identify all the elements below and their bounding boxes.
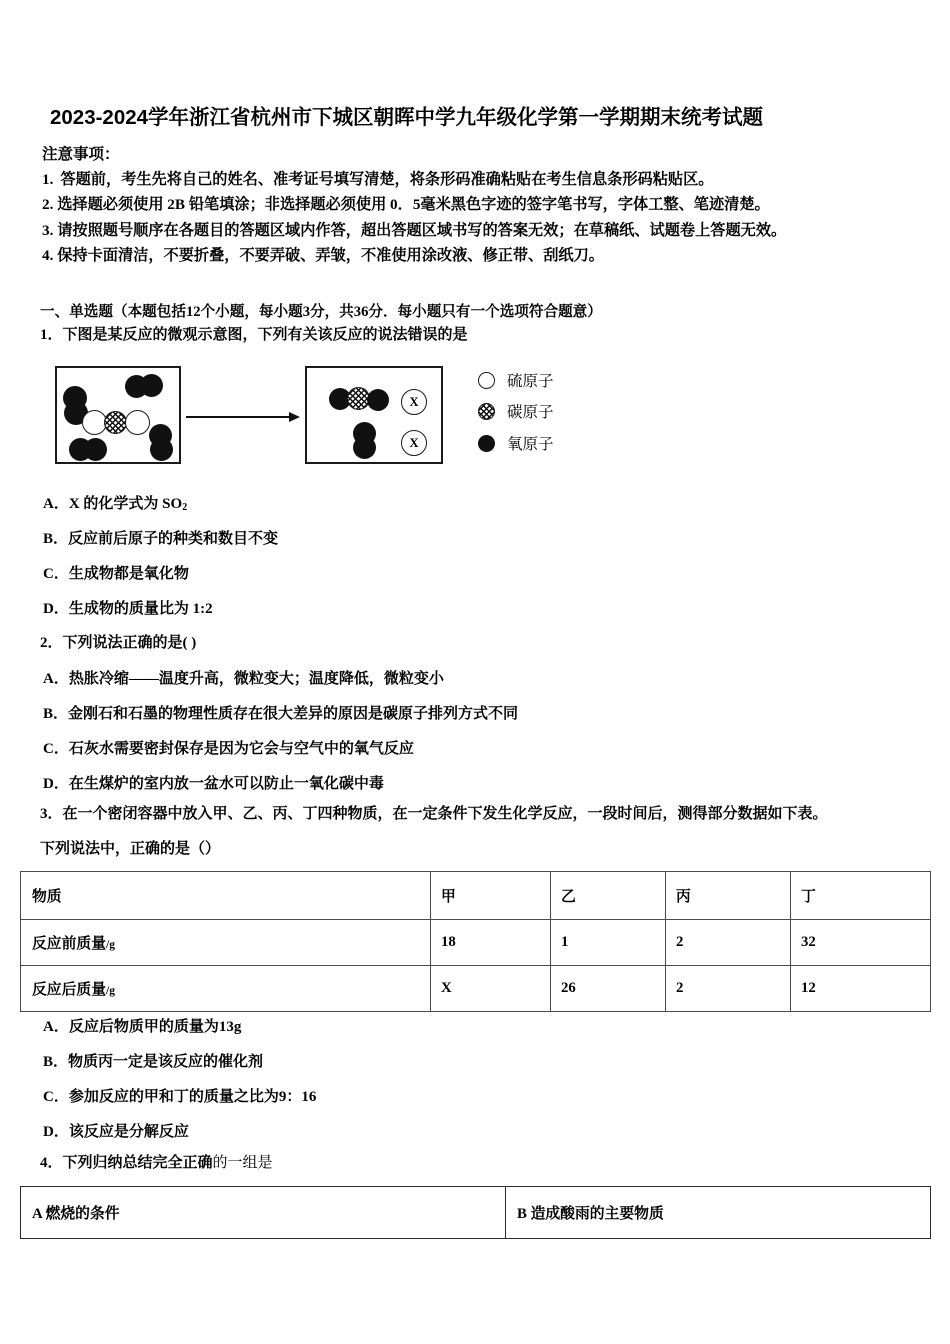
question-1-option-a (43, 493, 187, 519)
sulfur-atom (125, 410, 150, 435)
option-a-subscript: 2 (182, 502, 188, 513)
cell-after-ding: 12 (791, 966, 931, 1012)
question-3-data-table (20, 871, 931, 1012)
option-d-text: 该反应是分解反应 (68, 1124, 189, 1140)
notice-item-4-number: 4. (42, 246, 54, 264)
reaction-arrow-line (186, 416, 290, 418)
table-header-ding: 丁 (791, 872, 931, 920)
table-row (21, 920, 931, 966)
question-3-option-b (43, 1051, 263, 1073)
legend-row-sulfur (478, 369, 554, 391)
row-label-before-reaction (21, 920, 431, 966)
hatched-circle-icon (478, 403, 495, 420)
table-header-jia: 甲 (431, 872, 551, 920)
cell-before-bing: 2 (666, 920, 791, 966)
question-3-option-c (43, 1086, 316, 1108)
notice-item-2-text: 选择题必须使用 2B 铅笔填涂；非选择题必须使用 0．5毫米黑色字迹的签字笔书写，字体工整、笔迹清楚。 (57, 196, 770, 214)
option-d-text: 在生煤炉的室内放一盆水可以防止一氧化碳中毒 (68, 776, 384, 792)
table-header-yi: 乙 (551, 872, 666, 920)
x-molecule-circle: X (401, 389, 427, 415)
cell-after-jia: X (431, 966, 551, 1012)
option-c-label: C． (43, 566, 69, 582)
option-a-label: A． (43, 496, 69, 512)
hollow-circle-icon (478, 372, 495, 389)
x-molecule-circle: X (401, 430, 427, 456)
option-c-text: 生成物都是氧化物 (68, 566, 189, 582)
table-header-substance: 物质 (21, 872, 431, 920)
question-2-option-c (43, 738, 414, 760)
notice-item-3 (42, 218, 922, 243)
option-d-label: D． (43, 1124, 69, 1140)
question-2-option-a (43, 668, 444, 690)
question-1-option-c (43, 563, 189, 585)
notice-item-1 (42, 167, 922, 192)
oxygen-atom (353, 422, 376, 445)
option-a-text: 反应后物质甲的质量为13g (68, 1019, 242, 1035)
row-label-unit: /g (106, 939, 115, 951)
section-heading-single-choice: 一、单选题（本题包括12个小题，每小题3分，共36分．每小题只有一个选项符合题意） (40, 304, 602, 320)
option-c-text: 石灰水需要密封保存是因为它会与空气中的氧气反应 (68, 741, 414, 757)
oxygen-atom (64, 401, 88, 425)
option-d-text: 生成物的质量比为 1:2 (68, 601, 213, 617)
notice-item-2-number: 2. (42, 196, 54, 214)
carbon-atom (347, 387, 370, 410)
oxygen-atom (150, 438, 173, 461)
cell-before-jia: 18 (431, 920, 551, 966)
legend-row-oxygen (478, 432, 554, 454)
reaction-arrow-head (289, 412, 300, 422)
question-3-stem-line-2: 下列说法中，正确的是（） (40, 841, 221, 857)
summary-cell-a: A 燃烧的条件 (21, 1187, 506, 1239)
oxygen-atom (367, 389, 389, 411)
notice-block (42, 142, 922, 268)
question-4-stem-bold: 4．下列归纳总结完全正确 (40, 1155, 213, 1171)
question-1-option-b (43, 528, 278, 550)
cell-before-yi: 1 (551, 920, 666, 966)
oxygen-atom (140, 374, 163, 397)
notice-item-3-text: 请按照题号顺序在各题目的答题区域内作答，超出答题区域书写的答案无效；在草稿纸、试题卷上答题无效。 (57, 221, 787, 239)
option-c-label: C． (43, 741, 69, 757)
notice-item-3-number: 3. (42, 221, 54, 239)
table-header-bing: 丙 (666, 872, 791, 920)
option-b-label: B． (43, 706, 69, 722)
option-b-text: 金刚石和石墨的物理性质存在很大差异的原因是碳原子排列方式不同 (68, 706, 519, 722)
option-a-label: A． (43, 1019, 69, 1035)
cell-after-yi: 26 (551, 966, 666, 1012)
option-c-text: 参加反应的甲和丁的质量之比为9：16 (68, 1089, 317, 1105)
notice-item-1-text: 答题前，考生先将自己的姓名、准考证号填写清楚，将条形码准确粘贴在考生信息条形码粘贴区。 (60, 171, 714, 188)
question-3-stem-line-1: 3．在一个密闭容器中放入甲、乙、丙、丁四种物质，在一定条件下发生化学反应，一段时间后，测得部分数据如下表。 (40, 806, 828, 822)
summary-cell-b: B 造成酸雨的主要物质 (506, 1187, 931, 1239)
legend-label-oxygen: 氧原子 (507, 436, 554, 453)
question-4-stem (40, 1152, 273, 1174)
option-c-label: C． (43, 1089, 69, 1105)
row-label-text: 反应后质量 (32, 982, 106, 998)
option-a-text: X 的化学式为 SO (68, 496, 183, 512)
question-2-option-d (43, 773, 384, 795)
question-1-option-d (43, 598, 213, 620)
oxygen-atom (149, 424, 172, 447)
question-2-option-b (43, 703, 518, 725)
carbon-atom (104, 411, 127, 434)
oxygen-atom (69, 438, 92, 461)
option-a-text: 热胀冷缩——温度升高，微粒变大；温度降低，微粒变小 (68, 671, 444, 687)
notice-heading: 注意事项： (42, 146, 120, 163)
table-row (21, 966, 931, 1012)
oxygen-atom (125, 375, 148, 398)
option-b-label: B． (43, 1054, 69, 1070)
legend-label-carbon: 碳原子 (507, 404, 554, 421)
notice-item-1-number: 1. (42, 171, 54, 188)
question-3-option-d (43, 1121, 189, 1143)
sulfur-atom (82, 410, 107, 435)
table-row (21, 1187, 931, 1239)
cell-after-bing: 2 (666, 966, 791, 1012)
oxygen-atom (353, 436, 376, 459)
notice-item-4-text: 保持卡面清洁，不要折叠，不要弄破、弄皱，不准使用涂改液、修正带、刮纸刀。 (57, 246, 604, 264)
oxygen-atom (329, 388, 351, 410)
product-box (305, 366, 443, 464)
cell-before-ding: 32 (791, 920, 931, 966)
filled-circle-icon (478, 435, 495, 452)
notice-item-2 (42, 192, 922, 217)
option-b-text: 反应前后原子的种类和数目不变 (68, 531, 279, 547)
option-d-label: D． (43, 776, 69, 792)
oxygen-atom (63, 386, 87, 410)
table-row-header (21, 872, 931, 920)
row-label-text: 反应前质量 (32, 936, 106, 952)
legend-row-carbon (478, 400, 554, 422)
option-d-label: D． (43, 601, 69, 617)
question-4-stem-tail: 的一组是 (212, 1155, 273, 1171)
row-label-unit: /g (106, 985, 115, 997)
question-1-stem: 1．下图是某反应的微观示意图，下列有关该反应的说法错误的是 (40, 327, 468, 343)
oxygen-atom (84, 438, 107, 461)
option-a-label: A． (43, 671, 69, 687)
reactant-box (55, 366, 181, 464)
option-b-label: B． (43, 531, 69, 547)
legend-label-sulfur: 硫原子 (507, 373, 554, 390)
question-3-option-a (43, 1016, 241, 1038)
page-title: 2023-2024学年浙江省杭州市下城区朝晖中学九年级化学第一学期期末统考试题 (50, 106, 764, 129)
notice-item-4 (42, 243, 922, 268)
option-b-text: 物质丙一定是该反应的催化剂 (68, 1054, 264, 1070)
row-label-after-reaction (21, 966, 431, 1012)
question-4-summary-table (20, 1186, 931, 1239)
question-2-stem: 2．下列说法正确的是( ) (40, 635, 197, 651)
